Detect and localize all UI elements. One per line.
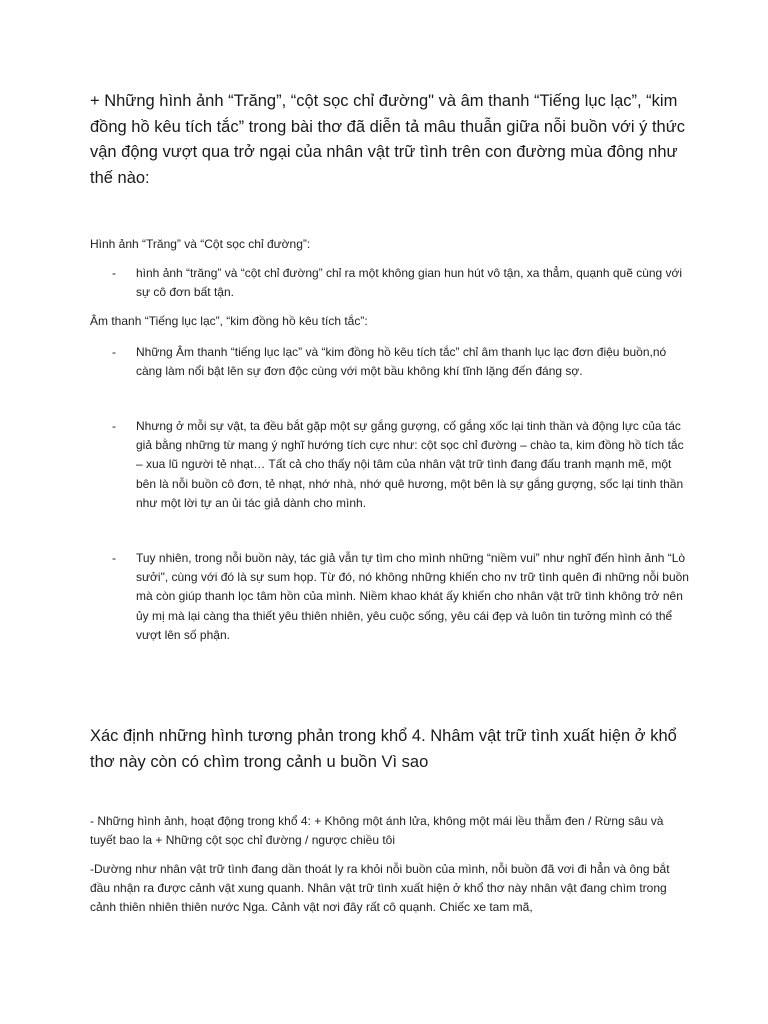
bullet-dash: -	[112, 551, 116, 565]
images-label: Hình ảnh “Trăng” và “Cột sọc chỉ đường”:	[90, 237, 311, 251]
bullet-item-1	[90, 264, 690, 302]
section-2-heading: Xác định những hình tương phản trong khổ 4. Nhâm vật trữ tình xuất hiện ở khổ thơ này còn có chìm trong cảnh u buồn Vì sao	[90, 727, 677, 771]
bullet-text-1: hình ảnh “trăng” và “cột chỉ đường” chỉ ra một không gian hun hút vô tận, xa thẳm, quạnh quẽ cùng với sự cô đơn bất tận.	[136, 266, 683, 300]
bullet-text-3: Nhưng ở mỗi sự vật, ta đều bắt gặp một sự gắng gượng, cố gắng xốc lại tinh thần và động lực của tác giả bằng những từ mang ý nghĩ hướng tích cực như: cột sọc chỉ đường – chào ta, kim đồng hồ tích tắc – xua lũ người tẻ nhạt… Tất cả cho thấy nội tâm của nhân vật trữ tình đang đấu tranh mạnh mẽ, một bên là nỗi buồn cô đơn, tẻ nhạt, nhớ nhà, nhớ quê hương, một bên là sự gắng gượng, sốc lại tinh thần như một lời tự an ủi tác giả dành cho mình.	[136, 419, 684, 510]
bullet-item-2	[90, 343, 690, 381]
bullet-item-4	[90, 549, 690, 645]
paragraph-2: -Dường như nhân vật trữ tình đang dần thoát ly ra khỏi nỗi buồn của mình, nỗi buồn đã vơi đi hẳn và ông bắt đầu nhận ra được cảnh vật xung quanh. Nhân vật trữ tình xuất hiện ở khổ thơ này nhân vật đang chìm trong cảnh thiên nhiên thiên nước Nga. Cảnh vật nơi đây rất cô quạnh. Chiếc xe tam mã,	[90, 862, 670, 915]
bullet-item-3	[90, 417, 690, 513]
paragraph-1: - Những hình ảnh, hoạt động trong khổ 4: + Không một ánh lửa, không một mái lều thẫm đen / Rừng sâu và tuyết bao la + Những cột sọc chỉ đường / ngược chiều tôi	[90, 814, 664, 848]
bullet-dash: -	[112, 266, 116, 280]
sounds-label: Âm thanh “Tiếng lục lạc”, “kim đồng hồ kêu tích tắc”:	[90, 314, 368, 328]
bullet-text-2: Những Âm thanh “tiếng lục lạc” và “kim đồng hồ kêu tích tắc” chỉ âm thanh lục lạc đơn điệu buồn,nó càng làm nổi bật lên sự đơn độc cùng với một bầu không khí tĩnh lặng đến đáng sợ.	[136, 345, 667, 379]
bullet-text-4: Tuy nhiên, trong nỗi buồn này, tác giả vẫn tự tìm cho mình những “niềm vui” như nghĩ đến hình ảnh “Lò sưởi", cùng với đó là sự sum họp. Từ đó, nó không những khiến cho nv trữ tình quên đi những nỗi buồn mà còn giúp thanh lọc tâm hồn của mình. Niềm khao khát ấy khiến cho nhân vật trữ tình không trở nên ủy mị mà lại càng tha thiết yêu thiên nhiên, yêu cuộc sống, yêu cái đẹp và luôn tin tưởng mình có thể vượt lên số phận.	[136, 551, 689, 642]
bullet-dash: -	[112, 345, 116, 359]
bullet-dash: -	[112, 419, 116, 433]
section-1-heading: + Những hình ảnh “Trăng”, “cột sọc chỉ đường" và âm thanh “Tiếng lục lạc”, “kim đồng hồ kêu tích tắc” trong bài thơ đã diễn tả mâu thuẫn giữa nỗi buồn với ý thức vận động vượt qua trở ngại của nhân vật trữ tình trên con đường mùa đông như thế nào:	[90, 92, 686, 187]
